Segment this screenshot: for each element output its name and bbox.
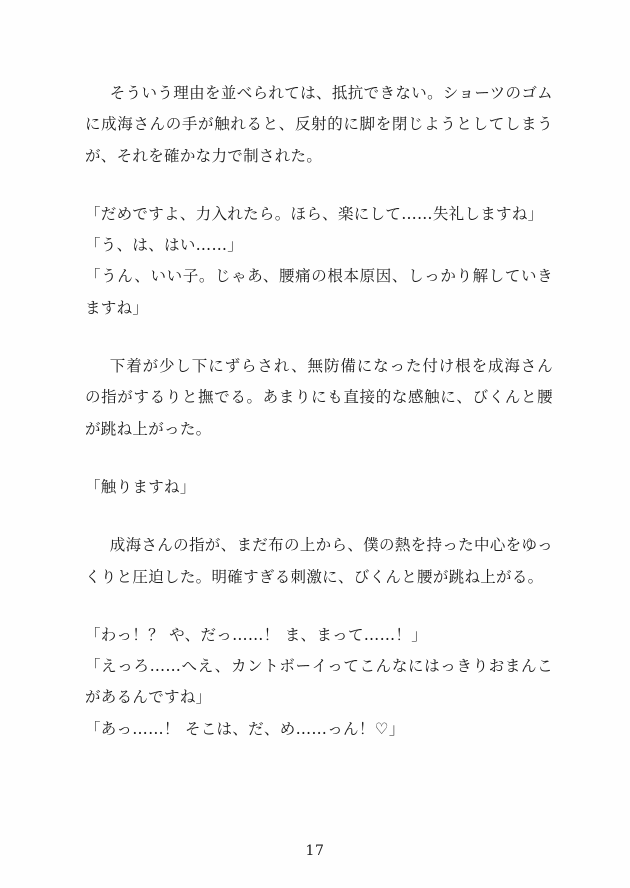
dialogue-line: 「わっ！？ や、だっ……！ ま、まって……！」 [85,625,428,644]
text-column [85,78,553,745]
paragraph: 成海さんの指が、まだ布の上から、僕の熱を持った中心をゆっくりと圧迫した。明確すぎる刺激に、びくんと腰が跳ね上がる。 [85,536,553,586]
page-number: 17 [305,843,325,859]
paragraph: 下着が少し下にずらされ、無防備になった付け根を成海さんの指がするりと撫でる。あまりにも直接的な感触に、びくんと腰が跳ね上がった。 [85,357,553,438]
paragraph-spacer [85,445,553,472]
dialogue-line: 「あっ……！ そこは、だ、め……っん！♡」 [85,719,405,738]
dialogue-line: 「だめですよ、力入れたら。ほら、楽にして……失礼しますね」 [85,204,544,223]
paragraph-spacer [85,324,553,351]
paragraph-spacer [85,172,553,199]
dialogue-line: 「触りますね」 [85,477,196,496]
dialogue-line: 「うん、いい子。じゃあ、腰痛の根本原因、しっかり解していきますね」 [85,267,553,317]
paragraph-spacer [85,503,553,530]
dialogue-line: 「う、は、はい……」 [85,236,244,255]
paragraph: そういう理由を並べられては、抵抗できない。ショーツのゴムに成海さんの手が触れると、反射的に脚を閉じようとしてしまうが、それを確かな力で制された。 [85,84,553,165]
paragraph-spacer [85,593,553,620]
dialogue-line: 「えっろ……へえ、カントボーイってこんなにはっきりおまんこがあるんですね」 [85,657,553,707]
